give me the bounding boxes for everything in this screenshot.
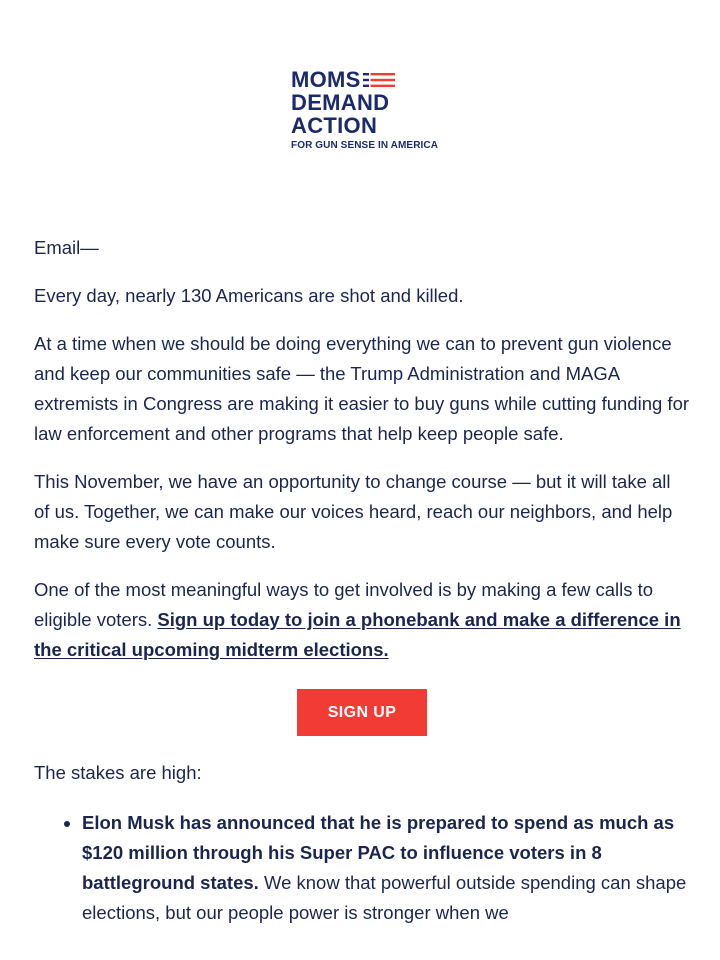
greeting: Email— <box>34 237 99 258</box>
bullet-bold-text: Elon Musk has announced that he is prepared to spend as much as $120 million through his Super PAC to influence voters in 8 battleground states. <box>82 812 675 893</box>
sign-up-button[interactable]: SIGN UP <box>297 689 427 736</box>
logo-word-demand: DEMAND <box>291 90 390 115</box>
bullet-text: We know that powerful outside spending can shape elections, but our people power is stronger when we <box>82 872 687 923</box>
paragraph-november: This November, we have an opportunity to change course — but it will take all of us. Together, we can make our voices heard, reach our neighbors, and help make sure every vote counts. <box>34 471 673 552</box>
phonebank-signup-link[interactable]: Sign up today to join a phonebank and make a difference in the critical upcoming midterm elections. <box>34 609 681 660</box>
list-item <box>82 808 690 928</box>
get-involved-text: One of the most meaningful ways to get involved is by making a few calls to eligible voters. <box>34 579 654 630</box>
email-body <box>34 233 690 928</box>
logo-word-moms: MOMS <box>291 67 361 92</box>
logo-row-moms <box>291 68 441 91</box>
button-container <box>34 689 690 736</box>
logo-tagline: FOR GUN SENSE IN AMERICA <box>291 140 439 151</box>
stakes-list <box>34 808 690 928</box>
paragraph-statistic: Every day, nearly 130 Americans are shot and killed. <box>34 285 464 306</box>
stakes-intro: The stakes are high: <box>34 762 202 783</box>
paragraph-get-involved <box>34 575 690 665</box>
flag-stripes-icon <box>363 72 395 88</box>
logo-word-action: ACTION <box>291 113 378 138</box>
paragraph-context: At a time when we should be doing everything we can to prevent gun violence and keep our communities safe — the Trump Administration and MAGA extremists in Congress are making it easier to buy guns while cutting funding for law enforcement and other programs that help keep people safe. <box>34 333 690 444</box>
moms-demand-action-logo <box>291 68 441 158</box>
